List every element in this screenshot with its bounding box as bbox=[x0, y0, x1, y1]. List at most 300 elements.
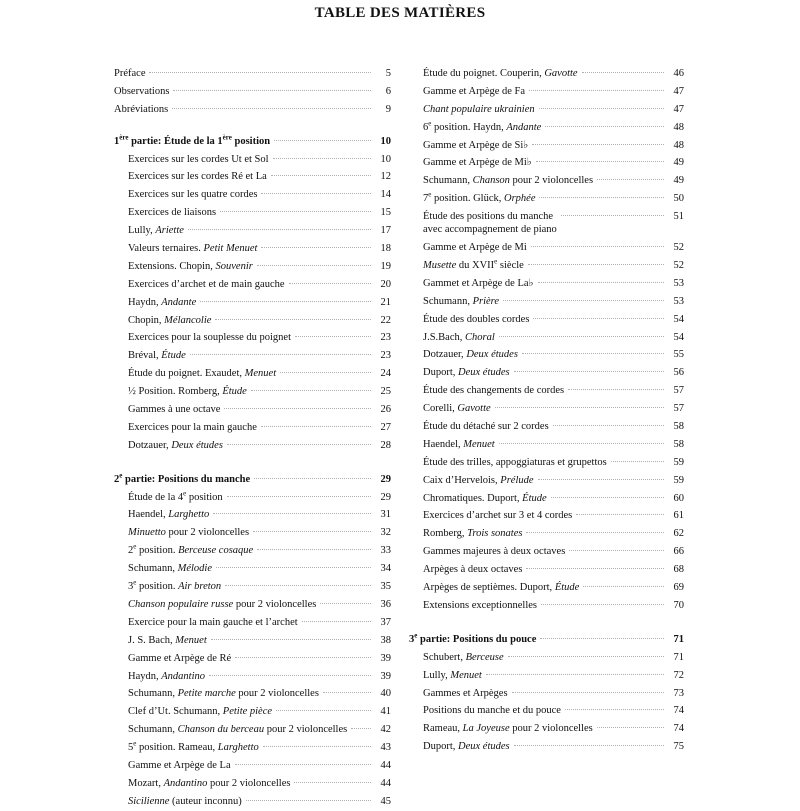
dot-leader bbox=[351, 728, 371, 729]
toc-entry[interactable] bbox=[409, 472, 684, 490]
toc-entry[interactable] bbox=[114, 596, 391, 614]
page-number: 47 bbox=[673, 103, 684, 115]
entry-title: Exercice pour la main gauche et l’archet bbox=[128, 616, 298, 628]
page-number: 57 bbox=[673, 403, 684, 415]
toc-entry[interactable] bbox=[114, 578, 391, 596]
entry-title: Duport, Deux études bbox=[423, 367, 510, 379]
toc-entry[interactable] bbox=[409, 101, 684, 119]
dot-leader bbox=[302, 621, 371, 622]
entry-title: Exercices de liaisons bbox=[128, 207, 217, 219]
toc-entry[interactable] bbox=[114, 542, 391, 560]
toc-entry[interactable] bbox=[114, 739, 391, 757]
page-number: 46 bbox=[673, 68, 684, 79]
page-title: TABLE DES MATIÈRES bbox=[314, 5, 486, 21]
page-number: 32 bbox=[380, 527, 391, 539]
toc-entry[interactable] bbox=[114, 101, 391, 119]
part2-entries bbox=[114, 489, 391, 811]
toc-entry[interactable] bbox=[409, 738, 684, 756]
page-number: 18 bbox=[380, 243, 391, 255]
dot-leader bbox=[211, 639, 371, 640]
entry-title: J. S. Bach, Menuet bbox=[128, 634, 207, 646]
toc-entry[interactable] bbox=[409, 400, 684, 418]
page-number: 12 bbox=[380, 171, 391, 183]
toc-entry[interactable] bbox=[114, 437, 391, 455]
part2-heading[interactable]: 2e partie: Positions du manche 29 bbox=[114, 471, 391, 489]
entry-title: Haydn, Andantino bbox=[128, 670, 205, 682]
dot-leader bbox=[253, 531, 371, 532]
page-number: 41 bbox=[380, 706, 391, 718]
toc-entry[interactable] bbox=[114, 186, 391, 204]
entry-title: Bréval, Étude bbox=[128, 350, 186, 362]
page-number: 14 bbox=[380, 189, 391, 201]
page-number: 71 bbox=[673, 633, 684, 645]
toc-entry[interactable] bbox=[409, 490, 684, 508]
page-number: 74 bbox=[673, 705, 684, 717]
part2-continued-entries bbox=[409, 65, 684, 615]
toc-entry[interactable] bbox=[114, 329, 391, 347]
page-number: 17 bbox=[380, 225, 391, 237]
toc-entry[interactable] bbox=[409, 454, 684, 472]
page-number: 62 bbox=[673, 528, 684, 540]
entry-title: Chromatiques. Duport, Étude bbox=[423, 492, 547, 504]
page-number: 36 bbox=[380, 598, 391, 610]
dot-leader bbox=[274, 140, 371, 141]
entry-title: Gamme et Arpège de Fa bbox=[423, 85, 526, 97]
toc-entry[interactable] bbox=[409, 561, 684, 579]
toc-entry[interactable] bbox=[114, 222, 391, 240]
entry-title: Exercices pour la main gauche bbox=[128, 421, 257, 433]
toc-entry[interactable] bbox=[114, 506, 391, 524]
page-number: 70 bbox=[673, 599, 684, 611]
dot-leader bbox=[254, 478, 371, 479]
entry-title: Dotzauer, Deux études bbox=[423, 349, 518, 361]
part1-heading[interactable]: 1ère partie: Étude de la 1ère position 10 bbox=[114, 133, 391, 151]
page-number: 44 bbox=[380, 759, 391, 771]
toc-entry[interactable] bbox=[114, 83, 391, 101]
dot-leader bbox=[514, 745, 664, 746]
entry-title: Étude de la 4e position bbox=[128, 489, 223, 503]
entry-title: Minuetto pour 2 violoncelles bbox=[128, 527, 250, 539]
page-number: 49 bbox=[673, 175, 684, 187]
page-number: 61 bbox=[673, 510, 684, 522]
toc-entry[interactable] bbox=[409, 507, 684, 525]
page-number: 42 bbox=[380, 724, 391, 736]
dot-leader bbox=[512, 692, 664, 693]
entry-title: Schumann, Chanson du berceau pour 2 violoncelles bbox=[128, 724, 348, 736]
page-number: 48 bbox=[673, 139, 684, 151]
toc-entry[interactable] bbox=[114, 775, 391, 793]
page-number: 10 bbox=[380, 135, 391, 147]
dot-leader bbox=[225, 585, 371, 586]
toc-entry[interactable] bbox=[114, 650, 391, 668]
dot-leader bbox=[173, 90, 371, 91]
entry-title: 2e position. Berceuse cosaque bbox=[128, 542, 254, 557]
dot-leader bbox=[261, 426, 371, 427]
entry-title: Schumann, Petite marche pour 2 violoncelles bbox=[128, 688, 319, 700]
dot-leader bbox=[323, 692, 371, 693]
dot-leader bbox=[569, 550, 664, 551]
entry-title: Clef d’Ut. Schumann, Petite pièce bbox=[128, 706, 273, 718]
page-number: 71 bbox=[673, 651, 684, 663]
dot-leader bbox=[276, 710, 371, 711]
dot-leader bbox=[561, 215, 664, 216]
dot-leader bbox=[213, 513, 371, 514]
page-number: 9 bbox=[385, 103, 391, 115]
dot-leader bbox=[289, 283, 371, 284]
entry-title: Étude des changements de cordes bbox=[423, 385, 565, 397]
dot-leader bbox=[224, 408, 371, 409]
toc-entry[interactable] bbox=[409, 597, 684, 615]
entry-title: 7e position. Glück, Orphée bbox=[423, 190, 536, 205]
page-number: 56 bbox=[673, 367, 684, 379]
page-number: 34 bbox=[380, 563, 391, 575]
toc-entry[interactable] bbox=[114, 793, 391, 811]
toc-entry[interactable] bbox=[409, 293, 684, 311]
entry-title: 6e position. Haydn, Andante bbox=[423, 119, 542, 133]
toc-entry[interactable] bbox=[114, 65, 391, 83]
page-number: 55 bbox=[673, 349, 684, 361]
page-number: 53 bbox=[673, 277, 684, 289]
dot-leader bbox=[503, 300, 664, 301]
entry-title: Gammes majeures à deux octaves bbox=[423, 546, 566, 558]
toc-entry[interactable] bbox=[114, 489, 391, 507]
entry-title: Exercices sur les cordes Ut et Sol bbox=[128, 153, 269, 165]
page-number: 22 bbox=[380, 314, 391, 326]
page-number: 21 bbox=[380, 296, 391, 308]
entry-title: Schumann, Chanson pour 2 violoncelles bbox=[423, 175, 594, 187]
page-number: 39 bbox=[380, 652, 391, 664]
entry-title: Préface bbox=[114, 68, 146, 79]
entry-title: Haydn, Andante bbox=[128, 296, 197, 308]
toc-entry[interactable] bbox=[409, 239, 684, 257]
entry-title: Extensions exceptionnelles bbox=[423, 599, 538, 611]
entry-title: Duport, Deux études bbox=[423, 741, 510, 753]
entry-title: Romberg, Trois sonates bbox=[423, 528, 523, 540]
entry-title: Chant populaire ukrainien bbox=[423, 103, 535, 115]
page-number: 35 bbox=[380, 581, 391, 593]
toc-entry[interactable] bbox=[114, 668, 391, 686]
page-number: 58 bbox=[673, 438, 684, 450]
entry-title: Gamme et Arpège de Mi bbox=[423, 242, 527, 254]
dot-leader bbox=[495, 407, 664, 408]
page-number: 40 bbox=[380, 688, 391, 700]
entry-title: Gamme et Arpège de Si♭ bbox=[423, 139, 529, 151]
page-number: 48 bbox=[673, 121, 684, 133]
toc-entry[interactable] bbox=[409, 382, 684, 400]
toc-entry[interactable] bbox=[409, 685, 684, 703]
page-number: 69 bbox=[673, 582, 684, 594]
toc-entry[interactable] bbox=[409, 190, 684, 208]
toc-entry[interactable] bbox=[409, 119, 684, 137]
toc-entry[interactable] bbox=[409, 311, 684, 329]
dot-leader bbox=[499, 336, 664, 337]
dot-leader bbox=[597, 727, 664, 728]
page-number: 73 bbox=[673, 687, 684, 699]
page-number: 54 bbox=[673, 331, 684, 343]
entry-title: Abréviations bbox=[114, 103, 169, 115]
entry-title: ½ Position. Romberg, Étude bbox=[128, 386, 247, 398]
entry-title: Schubert, Berceuse bbox=[423, 651, 504, 663]
toc-entry[interactable] bbox=[409, 436, 684, 454]
dot-leader bbox=[529, 90, 664, 91]
entry-title: Chopin, Mélancolie bbox=[128, 314, 212, 326]
dot-leader bbox=[295, 336, 371, 337]
toc-entry[interactable] bbox=[114, 365, 391, 383]
entry-title: Étude du poignet. Exaudet, Menuet bbox=[128, 368, 277, 380]
toc-entry[interactable] bbox=[114, 258, 391, 276]
toc-entry[interactable] bbox=[114, 560, 391, 578]
entry-title: Valeurs ternaires. Petit Menuet bbox=[128, 243, 258, 255]
entry-title: 3e position. Air breton bbox=[128, 578, 222, 593]
page-number: 31 bbox=[380, 509, 391, 521]
entry-title: Haendel, Larghetto bbox=[128, 509, 210, 521]
dot-leader bbox=[294, 782, 371, 783]
page-number: 57 bbox=[673, 385, 684, 397]
entry-title: Gamme et Arpège de Mi♭ bbox=[423, 157, 532, 169]
entry-title: Étude du poignet. Couperin, Gavotte bbox=[423, 68, 578, 79]
page-number: 23 bbox=[380, 350, 391, 362]
dot-leader bbox=[532, 144, 664, 145]
toc-entry[interactable] bbox=[114, 614, 391, 632]
page-number: 58 bbox=[673, 421, 684, 433]
page-number: 37 bbox=[380, 616, 391, 628]
entry-title: Musette du XVIIe siècle bbox=[423, 257, 524, 272]
toc-entry[interactable] bbox=[114, 276, 391, 294]
page-number: 25 bbox=[380, 386, 391, 398]
dot-leader bbox=[188, 229, 371, 230]
entry-title: Extensions. Chopin, Souvenir bbox=[128, 260, 253, 272]
entry-title: Étude du détaché sur 2 cordes bbox=[423, 421, 549, 433]
toc-entry[interactable] bbox=[409, 329, 684, 347]
toc-entry[interactable] bbox=[114, 401, 391, 419]
entry-title: J.S.Bach, Choral bbox=[423, 331, 495, 343]
entry-title: Gamme et Arpège de La bbox=[128, 759, 231, 771]
entry-title: Corelli, Gavotte bbox=[423, 403, 491, 415]
dot-leader bbox=[320, 603, 371, 604]
toc-entry[interactable] bbox=[114, 632, 391, 650]
dot-leader bbox=[215, 319, 371, 320]
dot-leader bbox=[526, 532, 664, 533]
entry-title: Gammes à une octave bbox=[128, 404, 221, 416]
entry-title: Étude des trilles, appoggiaturas et grupettos bbox=[423, 456, 607, 468]
dot-leader bbox=[611, 461, 664, 462]
toc-entry[interactable] bbox=[114, 524, 391, 542]
part3-heading[interactable]: 3e partie: Positions du pouce 71 bbox=[409, 631, 684, 649]
dot-leader bbox=[235, 764, 371, 765]
page-number: 45 bbox=[380, 795, 391, 807]
toc-entry[interactable] bbox=[114, 419, 391, 437]
dot-leader bbox=[499, 443, 664, 444]
page-number: 27 bbox=[380, 421, 391, 433]
toc-entry[interactable] bbox=[409, 579, 684, 597]
front-matter bbox=[114, 65, 391, 119]
page-number: 60 bbox=[673, 492, 684, 504]
entry-title: Rameau, La Joyeuse pour 2 violoncelles bbox=[423, 723, 593, 735]
page-number: 72 bbox=[673, 669, 684, 681]
dot-leader bbox=[220, 211, 371, 212]
dot-leader bbox=[553, 425, 664, 426]
dot-leader bbox=[583, 586, 664, 587]
dot-leader bbox=[209, 675, 371, 676]
dot-leader bbox=[528, 264, 664, 265]
toc-entry[interactable] bbox=[409, 346, 684, 364]
entry-title: Gammes et Arpèges bbox=[423, 687, 508, 699]
entry-title: Exercices d’archet et de main gauche bbox=[128, 278, 285, 290]
toc-entry[interactable] bbox=[409, 702, 684, 720]
toc-entry[interactable] bbox=[114, 168, 391, 186]
toc-entry[interactable] bbox=[114, 383, 391, 401]
entry-title: Exercices d’archet sur 3 et 4 cordes bbox=[423, 510, 573, 522]
toc-entry[interactable] bbox=[409, 720, 684, 738]
dot-leader bbox=[526, 568, 664, 569]
page-number: 51 bbox=[673, 211, 684, 223]
page-number: 49 bbox=[673, 157, 684, 169]
entry-title: Lully, Ariette bbox=[128, 225, 184, 237]
dot-leader bbox=[227, 444, 371, 445]
entry-title: Observations bbox=[114, 85, 170, 97]
dot-leader bbox=[565, 709, 664, 710]
dot-leader bbox=[280, 372, 371, 373]
dot-leader bbox=[533, 318, 664, 319]
dot-leader bbox=[257, 549, 371, 550]
dot-leader bbox=[261, 193, 371, 194]
entry-title: Étude des positions du manche avec accompagnement de piano bbox=[423, 211, 557, 236]
page-number: 44 bbox=[380, 777, 391, 789]
toc-entry[interactable] bbox=[409, 667, 684, 685]
page-number: 24 bbox=[380, 368, 391, 380]
dot-leader bbox=[539, 197, 664, 198]
toc-entry[interactable] bbox=[409, 649, 684, 667]
dot-leader bbox=[545, 126, 664, 127]
page-number: 47 bbox=[673, 85, 684, 97]
entry-title: Haendel, Menuet bbox=[423, 438, 495, 450]
page-number: 54 bbox=[673, 313, 684, 325]
toc-entry[interactable] bbox=[409, 257, 684, 275]
toc-entry[interactable] bbox=[114, 240, 391, 258]
page-number: 26 bbox=[380, 404, 391, 416]
dot-leader bbox=[271, 175, 371, 176]
toc-entry[interactable] bbox=[409, 172, 684, 190]
dot-leader bbox=[190, 354, 371, 355]
entry-title: Arpèges à deux octaves bbox=[423, 564, 523, 576]
entry-title: Mozart, Andantino pour 2 violoncelles bbox=[128, 777, 291, 789]
dot-leader bbox=[551, 497, 664, 498]
entry-title: Schumann, Mélodie bbox=[128, 563, 212, 575]
toc-entry[interactable] bbox=[114, 204, 391, 222]
dot-leader bbox=[514, 371, 664, 372]
toc-entry[interactable] bbox=[114, 685, 391, 703]
dot-leader bbox=[273, 158, 371, 159]
entry-title: 5e position. Rameau, Larghetto bbox=[128, 739, 259, 754]
toc-entry[interactable] bbox=[409, 83, 684, 101]
dot-leader bbox=[261, 247, 371, 248]
page-number: 23 bbox=[380, 332, 391, 344]
dot-leader bbox=[531, 246, 664, 247]
entry-title: Positions du manche et du pouce bbox=[423, 705, 561, 717]
dot-leader bbox=[539, 108, 664, 109]
dot-leader bbox=[541, 604, 664, 605]
toc-entry[interactable] bbox=[409, 364, 684, 382]
page-number: 53 bbox=[673, 295, 684, 307]
toc-entry[interactable] bbox=[409, 65, 684, 83]
dot-leader bbox=[540, 638, 664, 639]
entry-title: Schumann, Prière bbox=[423, 295, 500, 307]
dot-leader bbox=[200, 301, 371, 302]
toc-right-column bbox=[409, 65, 684, 756]
page-number: 50 bbox=[673, 193, 684, 205]
toc-entry[interactable] bbox=[114, 347, 391, 365]
entry-title: Gamme et Arpège de Ré bbox=[128, 652, 232, 664]
entry-title: Exercices sur les quatre cordes bbox=[128, 189, 258, 201]
toc-entry[interactable] bbox=[409, 275, 684, 293]
toc-entry[interactable] bbox=[409, 543, 684, 561]
dot-leader bbox=[149, 72, 371, 73]
page-number: 19 bbox=[380, 260, 391, 272]
dot-leader bbox=[536, 161, 664, 162]
page-number: 52 bbox=[673, 242, 684, 254]
dot-leader bbox=[216, 567, 371, 568]
page-number: 59 bbox=[673, 456, 684, 468]
toc-entry[interactable] bbox=[114, 312, 391, 330]
toc-entry[interactable] bbox=[409, 137, 684, 155]
entry-title: Gammet et Arpège de La♭ bbox=[423, 277, 534, 289]
dot-leader bbox=[597, 179, 664, 180]
part3-entries bbox=[409, 649, 684, 756]
toc-entry[interactable] bbox=[409, 418, 684, 436]
dot-leader bbox=[538, 479, 664, 480]
page-number: 29 bbox=[380, 473, 391, 485]
toc-entry[interactable] bbox=[409, 208, 684, 239]
page-number: 38 bbox=[380, 634, 391, 646]
page-number: 52 bbox=[673, 260, 684, 272]
page-number: 15 bbox=[380, 207, 391, 219]
toc-entry[interactable] bbox=[114, 757, 391, 775]
dot-leader bbox=[235, 657, 371, 658]
page-number: 10 bbox=[380, 153, 391, 165]
page-number: 20 bbox=[380, 278, 391, 290]
page-number: 5 bbox=[385, 68, 391, 79]
entry-title: Dotzauer, Deux études bbox=[128, 439, 223, 451]
entry-title: Chanson populaire russe pour 2 violoncelles bbox=[128, 598, 317, 610]
dot-leader bbox=[522, 353, 664, 354]
entry-title: Exercices pour la souplesse du poignet bbox=[128, 332, 291, 344]
toc-left-column bbox=[114, 65, 391, 811]
toc-entry[interactable] bbox=[409, 154, 684, 172]
dot-leader bbox=[263, 746, 371, 747]
page-number: 29 bbox=[380, 491, 391, 503]
dot-leader bbox=[568, 389, 664, 390]
entry-title: Exercices sur les cordes Ré et La bbox=[128, 171, 267, 183]
dot-leader bbox=[227, 496, 371, 497]
entry-title: Lully, Menuet bbox=[423, 669, 482, 681]
dot-leader bbox=[486, 674, 664, 675]
entry-title: Sicilienne (auteur inconnu) bbox=[128, 795, 242, 807]
entry-title: Caix d’Hervelois, Prélude bbox=[423, 474, 534, 486]
toc-entry[interactable] bbox=[114, 721, 391, 739]
page-number: 75 bbox=[673, 741, 684, 753]
dot-leader bbox=[582, 72, 664, 73]
toc-entry[interactable] bbox=[114, 294, 391, 312]
toc-entry[interactable] bbox=[114, 703, 391, 721]
page-number: 28 bbox=[380, 439, 391, 451]
entry-title: Arpèges de septièmes. Duport, Étude bbox=[423, 582, 580, 594]
toc-entry[interactable] bbox=[409, 525, 684, 543]
page-number: 66 bbox=[673, 546, 684, 558]
part1-entries bbox=[114, 151, 391, 455]
page-number: 74 bbox=[673, 723, 684, 735]
toc-entry[interactable] bbox=[114, 151, 391, 169]
dot-leader bbox=[172, 108, 371, 109]
